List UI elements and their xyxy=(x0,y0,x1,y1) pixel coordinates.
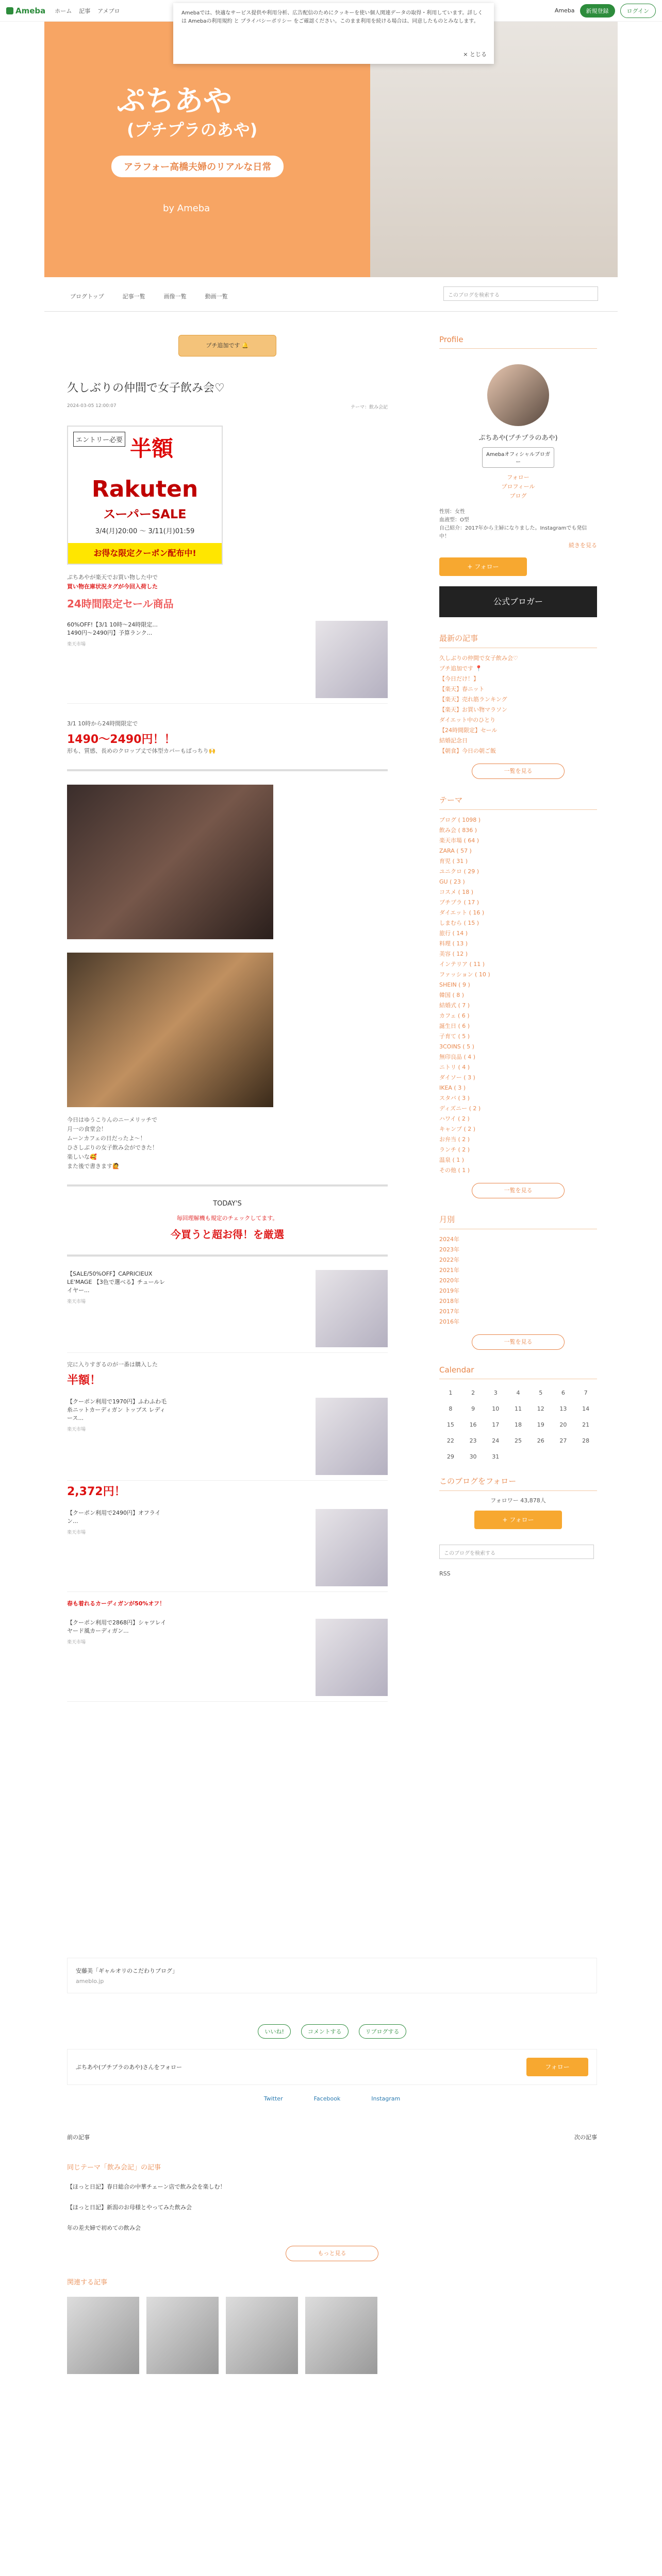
follow-heading: このブログをフォロー xyxy=(439,1476,597,1491)
profile-link-follow[interactable]: フォロー xyxy=(507,474,529,481)
theme-item[interactable]: ニトリ ( 4 ) xyxy=(439,1064,470,1071)
theme-item[interactable]: 3COINS ( 5 ) xyxy=(439,1043,474,1050)
same-theme-item[interactable]: 【ほっと日記】春日総合の中華チェーン店で飲み会を楽しむ！ xyxy=(67,2183,226,2190)
sidebar xyxy=(439,319,597,1579)
product-price: 1490〜2490円！！ xyxy=(67,733,176,746)
nav-ameblo[interactable]: アメブロ xyxy=(97,7,120,14)
theme-item[interactable]: SHEIN ( 9 ) xyxy=(439,981,470,988)
same-theme-item[interactable]: 年の差夫婦で初めての飲み会 xyxy=(67,2225,141,2231)
nav-divider xyxy=(44,311,618,312)
share-facebook[interactable]: Facebook xyxy=(313,2095,341,2102)
product-shop: 楽天市場 xyxy=(67,1299,86,1304)
banner-super-sale: スーパーSALE xyxy=(103,507,187,521)
product-image[interactable] xyxy=(316,1619,388,1696)
calendar-day[interactable]: 11 xyxy=(514,1405,522,1412)
theme-item[interactable]: コスメ ( 18 ) xyxy=(439,889,474,895)
theme-item[interactable]: ファッション ( 10 ) xyxy=(439,971,490,978)
product-desc: 形も、質感、長めのクロップ丈で体型カバーもばっちり🙌 xyxy=(67,748,216,754)
theme-item[interactable]: インテリア ( 11 ) xyxy=(439,961,485,968)
calendar-day[interactable]: 22 xyxy=(446,1437,454,1444)
product-title[interactable]: 【SALE/50%OFF】CAPRICIEUX LE'MAGE 【3色で選べる】チュールレイヤー... xyxy=(67,1270,166,1294)
product-image[interactable] xyxy=(316,621,388,698)
calendar-day[interactable]: 5 xyxy=(539,1389,543,1396)
calendar-day[interactable]: 17 xyxy=(492,1421,500,1428)
ameba-logo[interactable]: Ameba xyxy=(6,6,45,15)
theme-heading: テーマ xyxy=(439,794,597,810)
article xyxy=(67,319,388,1702)
theme-item[interactable]: ダイソー ( 3 ) xyxy=(439,1074,475,1081)
product-shop: 楽天市場 xyxy=(67,1640,86,1645)
profile-text: 性別：女性 血液型：O型 自己紹介：2017年から主婦になりました。Instagramでも発信中！ xyxy=(439,509,587,539)
follow-box xyxy=(67,2049,597,2085)
product-shop: 楽天市場 xyxy=(67,1427,86,1432)
lead-text-2: 買い物在庫状況タグが今回入荷した xyxy=(67,583,158,590)
article-theme[interactable]: テーマ：飲み会記 xyxy=(350,405,388,410)
product-card[interactable] xyxy=(67,1398,388,1481)
article-meta xyxy=(67,403,388,410)
theme-item[interactable]: ブログ ( 1098 ) xyxy=(439,817,481,823)
recommend-images xyxy=(67,2297,597,2374)
product-line: 春も着れるカーディガンが50%オフ！ xyxy=(67,1600,166,1607)
theme-item[interactable]: キャンプ ( 2 ) xyxy=(439,1126,476,1132)
comment-button[interactable]: コメントする xyxy=(301,2024,349,2039)
calendar-day[interactable]: 28 xyxy=(582,1437,590,1444)
calendar-day[interactable]: 12 xyxy=(537,1405,544,1412)
calendar-day[interactable]: 19 xyxy=(537,1421,544,1428)
share-instagram[interactable]: Instagram xyxy=(371,2095,401,2102)
month-item[interactable]: 2021年 xyxy=(439,1267,459,1274)
theme-item[interactable]: その他 ( 1 ) xyxy=(439,1167,470,1174)
theme-item[interactable]: 韓国 ( 8 ) xyxy=(439,992,465,998)
follow-box-text: ぷちあや(プチプラのあや)さんをフォロー xyxy=(76,2064,183,2071)
sidebar-search-input[interactable]: このブログを検索する xyxy=(439,1545,594,1559)
recent-item[interactable]: 【楽天】お買い物マラソン xyxy=(439,706,507,713)
official-blogger-banner[interactable]: 公式ブロガー xyxy=(439,586,597,617)
ameba-logo-icon xyxy=(6,7,13,14)
calendar-day[interactable]: 10 xyxy=(492,1405,500,1412)
today-main: 今買うと超お得！を厳選 xyxy=(171,1228,284,1241)
theme-item[interactable]: ランチ ( 2 ) xyxy=(439,1146,470,1153)
cookie-text: Amebaでは、快適なサービス提供や利用分析、広告配信のためにクッキーを使い個人関連データの取得・利用しています。詳しくは Amebaの利用規約 と プライバシーポリシー をご確認ください。このまま利用を続ける場合は、同意したものとみなします。 xyxy=(181,10,483,24)
calendar-day[interactable]: 18 xyxy=(514,1421,522,1428)
banner-entry: エントリー必要 xyxy=(73,432,125,447)
calendar-day[interactable]: 25 xyxy=(514,1437,522,1444)
follow-button[interactable]: + フォロー xyxy=(439,557,527,576)
recent-list xyxy=(439,653,597,756)
body-line-3: ムーンカフェの日だったよ〜！ xyxy=(67,1135,146,1142)
theme-item[interactable]: ユニクロ ( 29 ) xyxy=(439,868,479,875)
product-title[interactable]: 【クーポン利用で2868円】シャツレイヤード風カーディガン... xyxy=(67,1619,167,1634)
calendar-day[interactable]: 3 xyxy=(493,1389,498,1396)
body-line-5: 楽しいな🥰 xyxy=(67,1154,97,1160)
share-twitter[interactable]: Twitter xyxy=(263,2095,283,2102)
calendar-day[interactable]: 8 xyxy=(449,1405,453,1412)
theme-item[interactable]: 誕生日 ( 6 ) xyxy=(439,1023,470,1029)
top-nav xyxy=(55,7,120,15)
calendar-day[interactable]: 21 xyxy=(582,1421,590,1428)
calendar-day[interactable]: 27 xyxy=(559,1437,567,1444)
theme-item[interactable]: プチプラ ( 17 ) xyxy=(439,899,479,906)
calendar-day[interactable]: 2 xyxy=(471,1389,475,1396)
calendar-day[interactable]: 7 xyxy=(584,1389,588,1396)
nav-home[interactable]: ホーム xyxy=(55,7,72,14)
calendar-day[interactable]: 23 xyxy=(469,1437,477,1444)
recommend-image[interactable] xyxy=(67,2297,139,2374)
calendar-day[interactable]: 4 xyxy=(516,1389,520,1396)
month-item[interactable]: 2016年 xyxy=(439,1318,459,1325)
month-more-button[interactable]: 一覧を見る xyxy=(472,1334,565,1350)
follow-badge[interactable]: プチ追加です 🔔 xyxy=(178,335,276,357)
banner-half: 半額 xyxy=(130,436,174,461)
theme-item[interactable]: 結婚式 ( 7 ) xyxy=(439,1002,470,1009)
follow-button-2[interactable]: + フォロー xyxy=(474,1511,562,1529)
theme-item[interactable]: IKEA ( 3 ) xyxy=(439,1084,466,1091)
month-item[interactable]: 2018年 xyxy=(439,1298,459,1304)
theme-item[interactable]: 飲み会 ( 836 ) xyxy=(439,827,477,834)
recent-item[interactable]: 【24時間限定】セール xyxy=(439,727,498,734)
recommend-image[interactable] xyxy=(146,2297,219,2374)
theme-item[interactable]: 楽天市場 ( 64 ) xyxy=(439,837,479,844)
prev-article-link[interactable]: 前の記事 xyxy=(67,2134,90,2141)
product-shop: 楽天市場 xyxy=(67,1530,86,1535)
more-button[interactable]: もっと見る xyxy=(286,2246,378,2261)
today-sub: 毎回理解機も規定のチェックしてます。 xyxy=(176,1215,278,1222)
theme-item[interactable]: ダイエット ( 16 ) xyxy=(439,909,485,916)
nav-articles[interactable]: 記事 xyxy=(79,7,91,14)
ad-url: ameblo.jp xyxy=(76,1978,104,1985)
nav-image-list[interactable]: 画像一覧 xyxy=(163,293,187,300)
profile-heading: Profile xyxy=(439,335,597,349)
calendar-day[interactable]: 13 xyxy=(559,1405,567,1412)
lead-text: ぷちあやが楽天でお買い物した中で xyxy=(67,574,158,581)
section-divider xyxy=(67,1184,388,1187)
nav-blog-top[interactable]: ブログトップ xyxy=(70,293,104,300)
product-card[interactable] xyxy=(67,1619,388,1702)
header-title: ぷちあや xyxy=(117,84,232,118)
article-title: 久しぶりの仲間で女子飲み会♡ xyxy=(67,382,225,395)
month-heading: 月別 xyxy=(439,1214,597,1229)
ameba-app-link[interactable]: Ameba xyxy=(554,7,575,14)
same-theme-item[interactable]: 【ほっと日記】新潟のお母様とやってみた飲み会 xyxy=(67,2204,192,2211)
recommend-image[interactable] xyxy=(226,2297,298,2374)
theme-item[interactable]: スタバ ( 3 ) xyxy=(439,1095,470,1101)
follow-box-button[interactable]: フォロー xyxy=(526,2058,588,2076)
calendar-day[interactable]: 1 xyxy=(449,1389,453,1396)
recent-item[interactable]: 久しぶりの仲間で女子飲み会♡ xyxy=(439,655,518,662)
article-photo-2 xyxy=(67,953,273,1107)
theme-item[interactable]: ハワイ ( 2 ) xyxy=(439,1115,470,1122)
calendar-day[interactable]: 6 xyxy=(561,1389,565,1396)
recent-item[interactable]: ダイエット中のひとり xyxy=(439,717,496,723)
section-divider xyxy=(67,1255,388,1257)
recent-item[interactable]: プチ追加です 📍 xyxy=(439,665,483,672)
sale-heading: 24時間限定セール商品 xyxy=(67,598,174,610)
recent-item[interactable]: 【楽天】売れ筋ランキング xyxy=(439,696,507,703)
recent-item[interactable]: 結婚記念日 xyxy=(439,737,468,744)
banner-coupon: お得な限定クーポン配布中! xyxy=(68,543,222,564)
month-item[interactable]: 2017年 xyxy=(439,1308,459,1315)
product-price: 2,372円！ xyxy=(67,1485,126,1498)
calendar-day[interactable]: 30 xyxy=(469,1453,477,1460)
profile-more-link[interactable]: 続きを見る xyxy=(569,542,597,549)
calendar-day[interactable]: 20 xyxy=(559,1421,567,1428)
recommend-heading: 関連する記事 xyxy=(67,2279,108,2286)
calendar-day[interactable]: 15 xyxy=(446,1421,454,1428)
theme-item[interactable]: ディズニー ( 2 ) xyxy=(439,1105,481,1112)
cookie-close-button[interactable]: × とじる xyxy=(463,51,487,58)
nav-video-list[interactable]: 動画一覧 xyxy=(205,293,228,300)
article-date: 2024-03-05 12:00:07 xyxy=(67,403,117,409)
reblog-button[interactable]: リブログする xyxy=(359,2024,406,2039)
theme-item[interactable]: 育児 ( 31 ) xyxy=(439,858,468,865)
theme-item[interactable]: 無印良品 ( 4 ) xyxy=(439,1054,476,1060)
login-button[interactable]: ログイン xyxy=(620,4,656,18)
product-title[interactable]: 【クーポン利用で2490円】オフライン... xyxy=(67,1510,161,1524)
recent-item[interactable]: 【楽天】春ニット xyxy=(439,686,485,692)
body-line-1: 今日はゆうこりんのニーメリッチで xyxy=(67,1116,158,1123)
calendar-day[interactable]: 26 xyxy=(537,1437,544,1444)
like-button[interactable]: いいね! xyxy=(258,2024,290,2039)
recent-item[interactable]: 【朝食】今日の朝ご飯 xyxy=(439,748,496,754)
theme-item[interactable]: 子育て ( 5 ) xyxy=(439,1033,470,1040)
theme-list xyxy=(439,815,597,1176)
product-shop: 楽天市場 xyxy=(67,642,86,647)
header-subtitle: (プチプラのあや) xyxy=(127,120,258,140)
product-price: 半額！ xyxy=(67,1374,102,1387)
theme-item[interactable]: 料理 ( 13 ) xyxy=(439,940,468,947)
product-card[interactable] xyxy=(67,621,388,704)
recent-more-button[interactable]: 一覧を見る xyxy=(472,764,565,779)
header-brand: by Ameba xyxy=(163,203,210,214)
blog-search-input[interactable]: このブログを検索する xyxy=(443,286,598,301)
theme-item[interactable]: 美容 ( 12 ) xyxy=(439,951,468,957)
article-footer xyxy=(67,1947,597,2374)
product-title[interactable]: 60%OFF!【3/1 10時〜24時限定... 1490円〜2490円】予算ランク... xyxy=(67,621,158,636)
product-image[interactable] xyxy=(316,1509,388,1586)
month-item[interactable]: 2024年 xyxy=(439,1236,459,1243)
product-image[interactable] xyxy=(316,1270,388,1347)
theme-item[interactable]: ZARA ( 57 ) xyxy=(439,848,472,854)
product-image[interactable] xyxy=(316,1398,388,1475)
theme-item[interactable]: 旅行 ( 14 ) xyxy=(439,930,468,937)
next-article-link[interactable]: 次の記事 xyxy=(574,2134,597,2141)
recent-item[interactable]: 【今日だけ！】 xyxy=(439,675,479,682)
product-card[interactable] xyxy=(67,1509,388,1592)
calendar-day[interactable]: 24 xyxy=(492,1437,500,1444)
calendar-day[interactable]: 29 xyxy=(446,1453,454,1460)
body-line-6: また後で書きます🙋 xyxy=(67,1163,120,1170)
month-item[interactable]: 2020年 xyxy=(439,1277,459,1284)
article-photo-1 xyxy=(67,785,273,939)
today-heading: TODAY'S xyxy=(213,1200,242,1208)
ad-box[interactable] xyxy=(67,1958,597,1993)
calendar-heading: Calendar xyxy=(439,1365,597,1379)
calendar-day[interactable]: 16 xyxy=(469,1421,477,1428)
body-line-4: ひさしぶりの女子飲み会ができた！ xyxy=(67,1144,158,1151)
banner-rakuten: Rakuten xyxy=(91,476,198,502)
follower-count: フォロワー 43,878人 xyxy=(490,1497,546,1504)
profile-link-profile[interactable]: プロフィール xyxy=(501,483,535,490)
theme-more-button[interactable]: 一覧を見る xyxy=(472,1183,565,1198)
product-line: 完に入りすぎるのが一番は購入した xyxy=(67,1361,158,1368)
official-badge: Amebaオフィシャルブロガー xyxy=(482,447,554,468)
calendar-day[interactable]: 14 xyxy=(582,1405,590,1412)
calendar-grid xyxy=(439,1389,597,1460)
rss-link[interactable]: RSS xyxy=(439,1570,451,1577)
signup-button[interactable]: 新規登録 xyxy=(580,4,615,18)
rakuten-sale-banner[interactable] xyxy=(67,426,223,565)
calendar-day[interactable]: 9 xyxy=(471,1405,475,1412)
profile-link-blog[interactable]: ブログ xyxy=(509,493,527,499)
same-theme-heading: 同じテーマ「飲み会記」の記事 xyxy=(67,2164,161,2172)
month-item[interactable]: 2019年 xyxy=(439,1287,459,1294)
month-item[interactable]: 2023年 xyxy=(439,1246,459,1253)
banner-period: 3/4(月)20:00 〜 3/11(月)01:59 xyxy=(95,528,195,535)
cookie-notice xyxy=(173,3,494,64)
month-list xyxy=(439,1234,597,1327)
theme-item[interactable]: カフェ ( 6 ) xyxy=(439,1012,470,1019)
theme-item[interactable]: しまむら ( 15 ) xyxy=(439,920,479,926)
recommend-image[interactable] xyxy=(305,2297,377,2374)
product-title[interactable]: 【クーポン利用で1970円】ふわふわ毛糸ニットカーディガン トップス レディース... xyxy=(67,1398,167,1421)
product-line: 3/1 10時から24時間限定で xyxy=(67,720,138,727)
profile-name[interactable]: ぷちあや(プチプラのあや) xyxy=(478,434,558,442)
theme-item[interactable]: 温泉 ( 1 ) xyxy=(439,1157,465,1163)
nav-article-list[interactable]: 記事一覧 xyxy=(122,293,145,300)
ad-title[interactable]: 安藤美「ギャルオリのこだわりブログ」 xyxy=(76,1968,178,1974)
header-tagline: アラフォー高橋夫婦のリアルな日常 xyxy=(111,156,284,177)
calendar-day[interactable]: 31 xyxy=(492,1453,500,1460)
product-card[interactable] xyxy=(67,1270,388,1353)
theme-item[interactable]: お弁当 ( 2 ) xyxy=(439,1136,470,1143)
body-line-2: 月一の食堂会！ xyxy=(67,1126,107,1132)
avatar[interactable] xyxy=(487,364,549,426)
theme-item[interactable]: GU ( 23 ) xyxy=(439,878,465,885)
recent-heading: 最新の記事 xyxy=(439,633,597,648)
section-divider xyxy=(67,769,388,771)
month-item[interactable]: 2022年 xyxy=(439,1257,459,1263)
